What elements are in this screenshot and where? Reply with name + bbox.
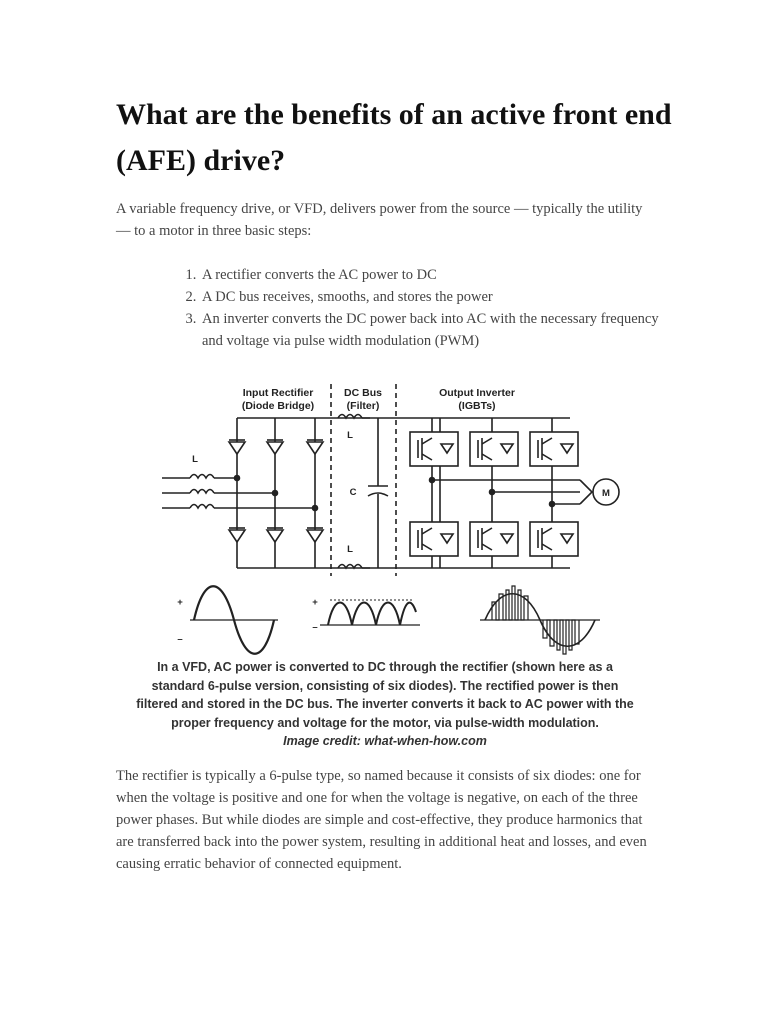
igbt-icon xyxy=(530,522,578,556)
caption-line: filtered and stored in the DC bus. The inverter converts it back to AC power with the xyxy=(136,697,634,711)
caption-line: In a VFD, AC power is converted to DC through the rectifier (shown here as a xyxy=(157,660,613,674)
igbt-icon xyxy=(410,522,458,556)
capacitor-label: C xyxy=(349,487,357,498)
diode-icon xyxy=(267,440,283,454)
dc-bus-sublabel: (Filter) xyxy=(346,400,380,412)
diode-icon xyxy=(307,440,323,454)
dc-inductor-label-bottom: L xyxy=(347,544,353,555)
plus-sign: + xyxy=(177,597,183,608)
diode-icon xyxy=(229,440,245,454)
input-inductor-label: L xyxy=(192,454,198,465)
minus-sign: – xyxy=(312,622,318,633)
igbt-icon xyxy=(470,522,518,556)
diode-icon xyxy=(229,528,245,542)
caption-line: standard 6-pulse version, consisting of six diodes). The rectified power is then xyxy=(151,678,619,693)
igbt-icon xyxy=(410,432,458,466)
minus-sign: – xyxy=(177,634,183,645)
intro-paragraph: A variable frequency drive, or VFD, delivers power from the source — typically the utility — to a motor in three basic steps: xyxy=(116,201,643,239)
body-paragraph: The rectifier is typically a 6-pulse type, so named because it consists of six diodes: one for when the voltage is positive and one for when the voltage is negative, on each of the three power phases. But while diodes are simple and cost-effective, they produce harmonics that are transferred back into the power system, resulting in additional heat and losses, and even causing erratic behavior of connected equipment. xyxy=(116,768,647,872)
rectified-wave xyxy=(328,603,416,626)
inverter-sublabel: (IGBTs) xyxy=(458,400,496,412)
diode-icon xyxy=(267,528,283,542)
rectifier-label: Input Rectifier xyxy=(242,387,314,399)
steps-list xyxy=(160,264,680,352)
plus-sign: + xyxy=(312,597,318,608)
inverter-label: Output Inverter xyxy=(439,387,515,399)
article-title: What are the benefits of an active front end (AFE) drive? xyxy=(116,98,672,177)
rectifier-sublabel: (Diode Bridge) xyxy=(241,400,315,412)
figure-caption xyxy=(130,658,640,751)
dc-bus-label: DC Bus xyxy=(344,387,382,399)
list-item: 1. A rectifier converts the AC power to DC xyxy=(200,264,680,286)
igbt-icon xyxy=(470,432,518,466)
motor-label: M xyxy=(602,488,610,499)
diode-icon xyxy=(307,528,323,542)
dc-inductor-label-top: L xyxy=(347,430,353,441)
list-item: 3. An inverter converts the DC power back into AC with the necessary frequency and voltage via pulse width modulation (PWM) xyxy=(200,308,680,352)
igbt-icon xyxy=(530,432,578,466)
list-item: 2. A DC bus receives, smooths, and stores the power xyxy=(200,286,680,308)
caption-line: proper frequency and voltage for the motor, via pulse-width modulation. xyxy=(171,715,599,730)
image-credit: Image credit: what-when-how.com xyxy=(283,734,487,748)
